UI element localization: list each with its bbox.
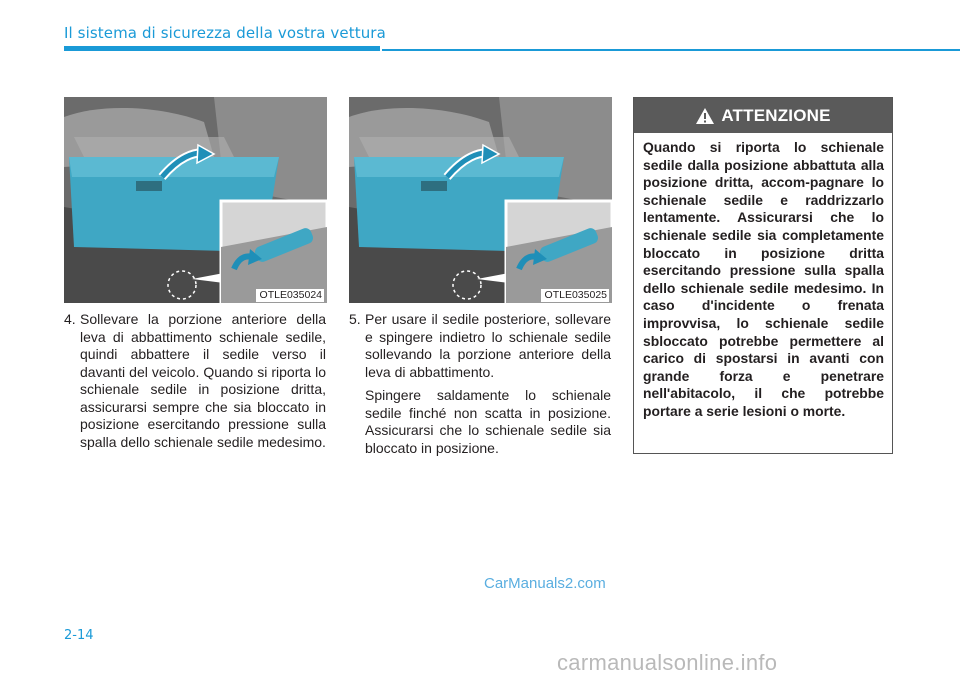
page-number: 2-14 bbox=[64, 628, 94, 643]
seat-illustration-1 bbox=[64, 97, 327, 303]
step-paragraph: Per usare il sedile posteriore, sollevare e spingere indietro lo schienale sedile sollevando la porzione anteriore della leva di abbattimento. bbox=[365, 311, 611, 380]
watermark-carmanuals2[interactable]: CarManuals2.com bbox=[484, 575, 606, 592]
header-rule-thin bbox=[382, 49, 960, 51]
step-number: 5. bbox=[349, 311, 361, 327]
warning-triangle-icon bbox=[695, 107, 715, 125]
section-title: Il sistema di sicurezza della vostra vettura bbox=[64, 24, 386, 42]
step-number: 4. bbox=[64, 311, 76, 327]
step-paragraph: Sollevare la porzione anteriore della leva di abbattimento schienale sedile, quindi abbattere il sedile verso il davanti del veicolo. Quando si riporta lo schienale sedile in posizione dritta, assicurarsi sempre che sia bloccato in posizione esercitando pressione sulla spalla dello schienale sedile medesimo. bbox=[80, 311, 326, 450]
warning-title: ATTENZIONE bbox=[721, 105, 831, 125]
header-rule-thick bbox=[64, 46, 380, 51]
warning-text: Quando si riporta lo schienale sedile dalla posizione abbattuta alla posizione dritta, accom-pagnare lo schienale sedile e raddrizzarlo lentamente. Assicurarsi che lo schienale sedile sia completamente bloccato in posizione dritta esercitando pressione sulla spalla dello schienale sedile medesimo. In caso d'incidente o frenata improvvisa, lo schienale sedile sbloccato potrebbe permettere al carico di spostarsi in avanti con grande forza e penetrare nell'abitacolo, il che potrebbe portare a serie lesioni o morte. bbox=[643, 139, 884, 419]
step-paragraph: Spingere saldamente lo schienale sedile finché non scatta in posizione. Assicurarsi che lo schienale sedile sia bloccato in posizione. bbox=[365, 387, 611, 456]
watermark-carmanualsonline[interactable]: carmanualsonline.info bbox=[557, 650, 778, 675]
figure-seat-raise bbox=[349, 97, 612, 303]
figure-code: OTLE035024 bbox=[256, 289, 324, 302]
step-4 bbox=[64, 311, 326, 457]
figure-seat-fold-lever bbox=[64, 97, 327, 303]
warning-box bbox=[633, 97, 893, 454]
warning-header bbox=[634, 98, 892, 133]
seat-illustration-2 bbox=[349, 97, 612, 303]
figure-code: OTLE035025 bbox=[541, 289, 609, 302]
step-5 bbox=[349, 311, 611, 463]
